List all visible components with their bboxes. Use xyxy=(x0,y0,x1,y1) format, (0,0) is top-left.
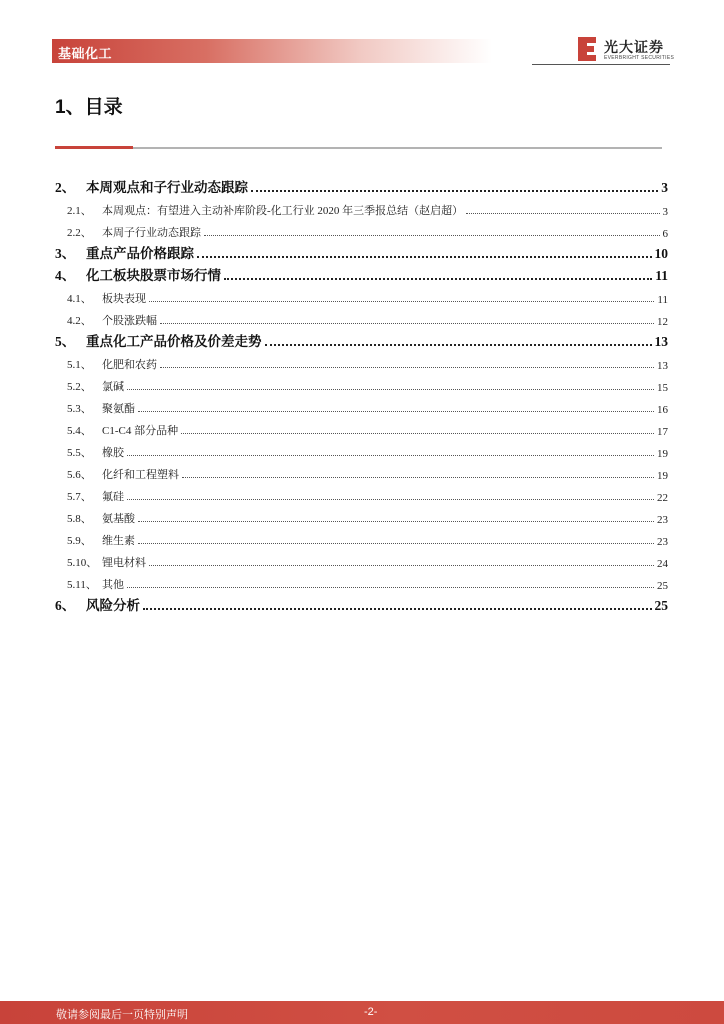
toc-entry-number: 5.1、 xyxy=(67,359,92,371)
toc-entry-number: 5、 xyxy=(55,334,76,349)
toc-dot-leader xyxy=(265,344,652,346)
toc-entry[interactable] xyxy=(55,284,668,306)
toc-entry[interactable] xyxy=(55,460,668,482)
toc-dot-leader xyxy=(224,278,652,280)
toc-entry-title: 氟硅 xyxy=(102,491,124,503)
toc-entry[interactable] xyxy=(55,306,668,328)
toc-entry-page: 25 xyxy=(657,580,668,592)
toc-entry-number: 5.8、 xyxy=(67,513,92,525)
toc-entry-number: 5.11、 xyxy=(67,579,97,591)
toc-entry-page: 23 xyxy=(657,514,668,526)
toc-entry-number: 5.5、 xyxy=(67,447,92,459)
toc-dot-leader xyxy=(160,323,654,324)
header-category-label: 基础化工 xyxy=(58,46,113,61)
toc-entry-title: 本周观点和子行业动态跟踪 xyxy=(86,180,248,195)
header-category-bar xyxy=(52,39,492,63)
toc-entry-number: 6、 xyxy=(55,598,76,613)
toc-entry-page: 10 xyxy=(654,246,668,261)
toc-entry-title: 风险分析 xyxy=(86,598,140,613)
toc-dot-leader xyxy=(149,301,654,302)
toc-entry[interactable] xyxy=(55,218,668,240)
logo-name-cn: 光大证券 xyxy=(604,39,664,55)
toc-entry-number: 5.2、 xyxy=(67,381,92,393)
toc-dot-leader xyxy=(160,367,654,368)
toc-entry-number: 2.2、 xyxy=(67,227,92,239)
toc-dot-leader xyxy=(127,389,654,390)
title-divider xyxy=(133,147,662,149)
page-number: -2- xyxy=(364,1006,378,1018)
toc-entry-number: 5.3、 xyxy=(67,403,92,415)
toc-entry[interactable] xyxy=(55,548,668,570)
toc-entry-number: 2.1、 xyxy=(67,205,92,217)
toc-entry-page: 13 xyxy=(654,334,668,349)
toc-dot-leader xyxy=(138,411,654,412)
toc-entry-title: 板块表现 xyxy=(102,293,146,305)
toc-dot-leader xyxy=(204,235,660,236)
toc-entry-title: 橡胶 xyxy=(102,447,124,459)
toc-entry-title: C1-C4 部分品种 xyxy=(102,425,179,437)
toc-entry-page: 24 xyxy=(657,558,668,570)
toc-dot-leader xyxy=(181,433,654,434)
toc-entry[interactable] xyxy=(55,328,668,350)
toc-dot-leader xyxy=(127,587,654,588)
toc-entry[interactable] xyxy=(55,504,668,526)
toc-entry-title: 氨基酸 xyxy=(102,513,135,525)
toc-entry-number: 4.2、 xyxy=(67,315,92,327)
toc-entry-number: 3、 xyxy=(55,246,76,261)
toc-entry-title: 氯碱 xyxy=(102,381,124,393)
toc-entry[interactable] xyxy=(55,240,668,262)
toc-entry-title: 其他 xyxy=(102,579,124,591)
toc-entry[interactable] xyxy=(55,482,668,504)
toc-entry-page: 19 xyxy=(657,470,668,482)
toc-entry-title: 化肥和农药 xyxy=(102,359,157,371)
toc-entry-page: 15 xyxy=(657,382,668,394)
title-accent-rule xyxy=(55,146,133,149)
toc-dot-leader xyxy=(143,608,652,610)
toc-entry-title: 本周观点：有望进入主动补库阶段-化工行业 2020 年三季报总结（赵启超） xyxy=(102,205,464,217)
toc-dot-leader xyxy=(138,543,654,544)
toc-entry-number: 4、 xyxy=(55,268,76,283)
toc-entry-title: 化工板块股票市场行情 xyxy=(86,268,221,283)
table-of-contents xyxy=(55,174,668,614)
toc-dot-leader xyxy=(127,499,654,500)
toc-entry-page: 12 xyxy=(657,316,668,328)
toc-entry-title: 重点产品价格跟踪 xyxy=(86,246,194,261)
toc-entry-page: 19 xyxy=(657,448,668,460)
toc-entry[interactable] xyxy=(55,570,668,592)
toc-entry-page: 11 xyxy=(657,294,668,306)
page-title: 1、目录 xyxy=(55,97,123,118)
toc-entry-page: 22 xyxy=(657,492,668,504)
toc-dot-leader xyxy=(251,190,658,192)
toc-dot-leader xyxy=(182,477,654,478)
toc-entry-page: 17 xyxy=(657,426,668,438)
company-logo xyxy=(576,36,675,66)
toc-entry-page: 11 xyxy=(655,268,668,283)
toc-entry-page: 3 xyxy=(662,206,668,218)
logo-name-en: EVERBRIGHT SECURITIES xyxy=(604,55,675,61)
footer-disclaimer-note: 敬请参阅最后一页特别声明 xyxy=(56,1009,188,1021)
toc-entry[interactable] xyxy=(55,174,668,196)
header-divider xyxy=(532,64,670,65)
toc-entry-title: 锂电材料 xyxy=(102,557,146,569)
toc-entry[interactable] xyxy=(55,526,668,548)
toc-entry-number: 5.6、 xyxy=(67,469,92,481)
toc-entry-number: 5.9、 xyxy=(67,535,92,547)
toc-entry-number: 5.4、 xyxy=(67,425,92,437)
toc-entry[interactable] xyxy=(55,438,668,460)
toc-dot-leader xyxy=(138,521,654,522)
toc-entry[interactable] xyxy=(55,372,668,394)
toc-entry-title: 个股涨跌幅 xyxy=(102,315,157,327)
toc-entry[interactable] xyxy=(55,262,668,284)
toc-entry-page: 16 xyxy=(657,404,668,416)
toc-entry-number: 4.1、 xyxy=(67,293,92,305)
toc-dot-leader xyxy=(466,213,659,214)
toc-entry-number: 5.10、 xyxy=(67,557,98,569)
toc-entry-title: 维生素 xyxy=(102,535,135,547)
toc-entry[interactable] xyxy=(55,350,668,372)
toc-dot-leader xyxy=(197,256,652,258)
toc-entry-number: 5.7、 xyxy=(67,491,92,503)
toc-dot-leader xyxy=(149,565,654,566)
toc-entry[interactable] xyxy=(55,416,668,438)
toc-entry-title: 聚氨酯 xyxy=(102,403,135,415)
toc-entry[interactable] xyxy=(55,592,668,614)
toc-entry-title: 化纤和工程塑料 xyxy=(102,469,179,481)
toc-entry-title: 本周子行业动态跟踪 xyxy=(102,227,201,239)
toc-entry-page: 25 xyxy=(654,598,668,613)
toc-entry-title: 重点化工产品价格及价差走势 xyxy=(86,334,262,349)
toc-entry-page: 6 xyxy=(662,228,668,240)
toc-entry[interactable] xyxy=(55,196,668,218)
toc-entry-page: 23 xyxy=(657,536,668,548)
toc-entry-page: 13 xyxy=(657,360,668,372)
toc-entry[interactable] xyxy=(55,394,668,416)
toc-entry-page: 3 xyxy=(661,180,668,195)
everbright-logo-icon xyxy=(576,36,598,62)
toc-dot-leader xyxy=(127,455,654,456)
toc-entry-number: 2、 xyxy=(55,180,76,195)
